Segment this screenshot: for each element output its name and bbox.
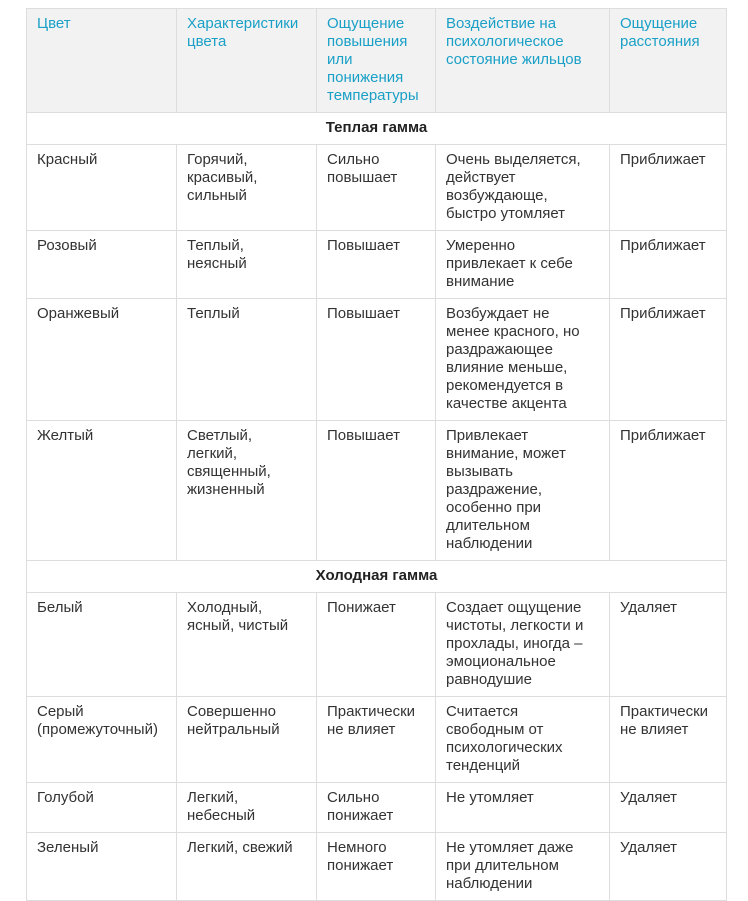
- cell-characteristics: Светлый, легкий, священный, жизненный: [177, 421, 317, 561]
- cell-color: Серый (промежуточный): [27, 697, 177, 783]
- header-psychological-effect: Воздействие на психологическое состояние жильцов: [436, 9, 610, 113]
- cell-color: Белый: [27, 593, 177, 697]
- cell-distance: Приближает: [610, 299, 727, 421]
- table-row: [27, 697, 727, 783]
- cell-psychological-effect: Привлекает внимание, может вызывать раздражение, особенно при длительном наблюдении: [436, 421, 610, 561]
- header-characteristics: Характеристики цвета: [177, 9, 317, 113]
- cell-characteristics: Теплый: [177, 299, 317, 421]
- cell-distance: Приближает: [610, 231, 727, 299]
- cell-temperature: Повышает: [317, 231, 436, 299]
- section-title: Теплая гамма: [27, 113, 727, 145]
- table-row: [27, 593, 727, 697]
- header-color: Цвет: [27, 9, 177, 113]
- cell-psychological-effect: Создает ощущение чистоты, легкости и прохлады, иногда – эмоциональное равнодушие: [436, 593, 610, 697]
- cell-distance: Приближает: [610, 421, 727, 561]
- table-body: [27, 113, 727, 901]
- cell-temperature: Повышает: [317, 299, 436, 421]
- cell-psychological-effect: Не утомляет: [436, 783, 610, 833]
- cell-color: Красный: [27, 145, 177, 231]
- header-temperature: Ощущение повышения или понижения температуры: [317, 9, 436, 113]
- cell-psychological-effect: Возбуждает не менее красного, но раздражающее влияние меньше, рекомендуется в качестве акцента: [436, 299, 610, 421]
- table-row: [27, 783, 727, 833]
- table-row: [27, 299, 727, 421]
- cell-temperature: Понижает: [317, 593, 436, 697]
- header-row: [27, 9, 727, 113]
- table-row: [27, 145, 727, 231]
- cell-psychological-effect: Очень выделяется, действует возбуждающе, быстро утомляет: [436, 145, 610, 231]
- cell-characteristics: Легкий, свежий: [177, 833, 317, 901]
- section-title-row: [27, 561, 727, 593]
- cell-color: Оранжевый: [27, 299, 177, 421]
- cell-color: Голубой: [27, 783, 177, 833]
- cell-psychological-effect: Умеренно привлекает к себе внимание: [436, 231, 610, 299]
- cell-distance: Практически не влияет: [610, 697, 727, 783]
- section-title: Холодная гамма: [27, 561, 727, 593]
- cell-temperature: Повышает: [317, 421, 436, 561]
- cell-color: Желтый: [27, 421, 177, 561]
- cell-color: Зеленый: [27, 833, 177, 901]
- color-properties-table: [26, 8, 727, 901]
- cell-distance: Приближает: [610, 145, 727, 231]
- table-row: [27, 231, 727, 299]
- cell-distance: Удаляет: [610, 783, 727, 833]
- cell-temperature: Сильно повышает: [317, 145, 436, 231]
- section-title-row: [27, 113, 727, 145]
- cell-characteristics: Теплый, неясный: [177, 231, 317, 299]
- table-row: [27, 833, 727, 901]
- table-header: [27, 9, 727, 113]
- cell-temperature: Практически не влияет: [317, 697, 436, 783]
- cell-temperature: Сильно понижает: [317, 783, 436, 833]
- header-distance: Ощущение расстояния: [610, 9, 727, 113]
- cell-distance: Удаляет: [610, 593, 727, 697]
- cell-temperature: Немного понижает: [317, 833, 436, 901]
- cell-characteristics: Совершенно нейтральный: [177, 697, 317, 783]
- table-row: [27, 421, 727, 561]
- cell-characteristics: Холодный, ясный, чистый: [177, 593, 317, 697]
- cell-psychological-effect: Не утомляет даже при длительном наблюдении: [436, 833, 610, 901]
- cell-distance: Удаляет: [610, 833, 727, 901]
- cell-color: Розовый: [27, 231, 177, 299]
- cell-characteristics: Легкий, небесный: [177, 783, 317, 833]
- cell-psychological-effect: Считается свободным от психологических тенденций: [436, 697, 610, 783]
- cell-characteristics: Горячий, красивый, сильный: [177, 145, 317, 231]
